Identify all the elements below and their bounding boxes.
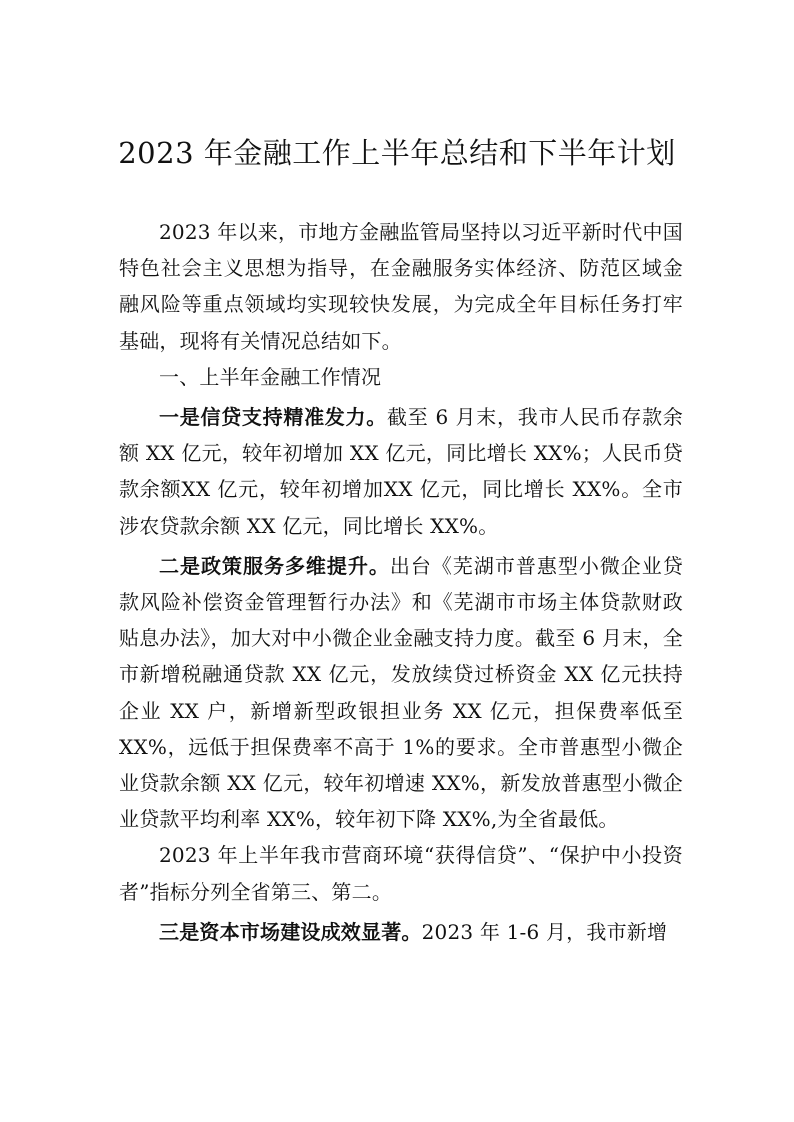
paragraph-capital-market — [119, 914, 683, 950]
document-body — [119, 214, 683, 950]
lead-capital-market: 三是资本市场建设成效显著。 — [159, 919, 422, 944]
lead-credit-support: 一是信贷支持精准发力。 — [159, 405, 387, 430]
text-capital-market: 2023 年 1-6 月，我市新增 — [421, 919, 668, 944]
lead-policy-service: 二是政策服务多维提升。 — [159, 553, 390, 578]
intro-paragraph: 2023 年以来，市地方金融监管局坚持以习近平新时代中国特色社会主义思想为指导，在金融服务实体经济、防范区域金融风险等重点领域均实现较快发展，为完成全年目标任务打牢基础，现将有关情况总结如下。 — [119, 220, 683, 353]
text-policy-service: 出台《芜湖市普惠型小微企业贷款风险补偿资金管理暂行办法》和《芜湖市市场主体贷款财政贴息办法》，加大对中小微企业金融支持力度。截至 6 月末，全市新增税融通贷款 XX 亿元，发放续贷过桥资金 XX 亿元扶持企业 XX 户，新增新型政银担业务 XX 亿元，担保费率低至 XX%，远低于担保费率不高于 1%的要求。全市普惠型小微企业贷款余额 XX 亿元，较年初增速 XX%，新发放普惠型小微企业贷款平均利率 XX%，较年初下降 XX%,为全省最低。 — [119, 553, 683, 832]
section-heading-first-half: 一、上半年金融工作情况 — [159, 364, 382, 389]
text-credit-support: 截至 6 月末，我市人民币存款余额 XX 亿元，较年初增加 XX 亿元，同比增长 XX%；人民币贷款余额XX 亿元，较年初增加XX 亿元，同比增长 XX%。全市涉农贷款余额 XX 亿元，同比增长 XX%。 — [119, 405, 684, 538]
paragraph-credit-support — [119, 399, 683, 544]
paragraph-business-environment: 2023 年上半年我市营商环境“获得信贷”、“保护中小投资者”指标分列全省第三、第二。 — [119, 843, 683, 904]
paragraph-policy-service — [119, 548, 683, 838]
document-title: 2023 年金融工作上半年总结和下半年计划 — [118, 136, 676, 170]
